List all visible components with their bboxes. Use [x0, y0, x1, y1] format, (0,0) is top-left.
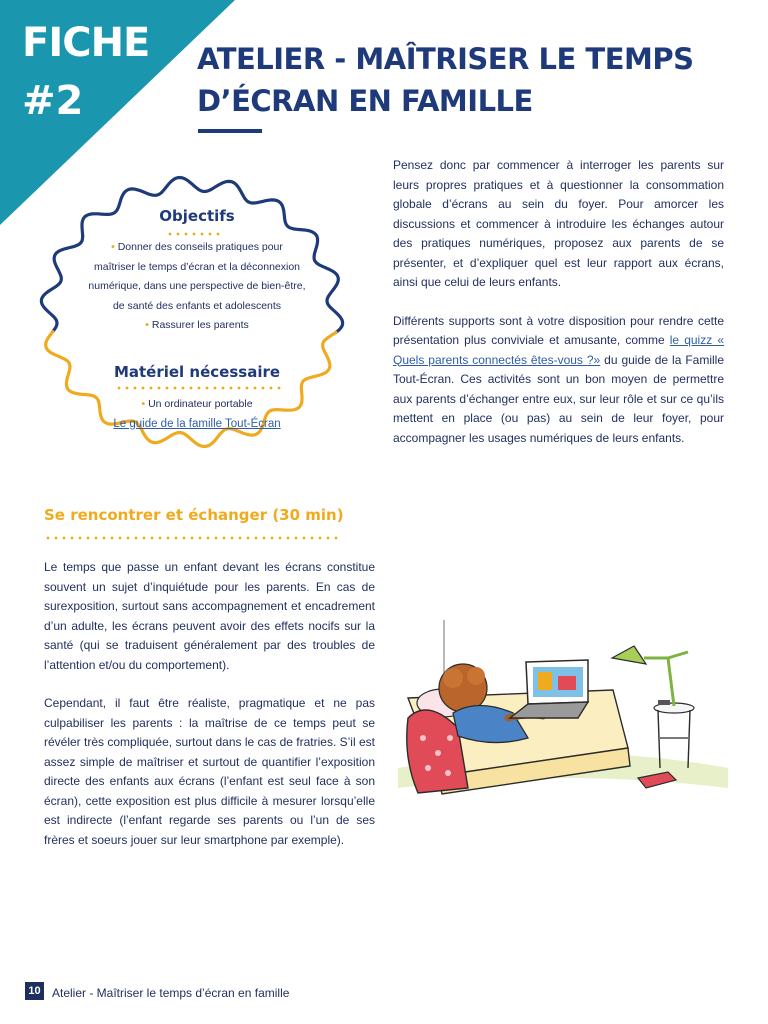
quiz-link[interactable]: le quizz « Quels parents connectés êtes-vous ?» [393, 333, 724, 367]
objectives-list [47, 238, 347, 336]
objective-item: • Donner des conseils pratiques pour [111, 241, 283, 253]
title-underline [198, 129, 262, 133]
page-number: 10 [25, 982, 44, 1000]
page-title: ATELIER - MAÎTRISER LE TEMPS D’ÉCRAN EN FAMILLE [197, 42, 694, 118]
material-item: • Un ordinateur portable [141, 398, 253, 410]
objective-item: numérique, dans une perspective de bien-être, [88, 280, 306, 292]
footer-title: Atelier - Maîtriser le temps d’écran en famille [52, 986, 290, 1000]
section-paragraph-1: Le temps que passe un enfant devant les écrans constitue souvent un sujet d’inquiétude pour les parents. En cas de surexposition, surtout sans accompagnement et encadrement d’un adulte, les écrans peuvent avoir des effets nocifs sur la santé (qui se traduisent généralement par des troubles de l’attention et/ou du comportement). [44, 560, 375, 672]
intro-paragraph-1: Pensez donc par commencer à interroger les parents sur leurs propres pratiques et à questionner la consommation globale d’écrans au sein du foyer. Pour amorcer les discussions et commencer à introduire les échanges autour des pratiques numériques, proposez aux parents de se présenter, et d’expliquer quel est leur rapport aux écrans, ainsi que celui de leurs enfants. [393, 158, 724, 289]
material-list [47, 395, 347, 434]
objective-item: de santé des enfants et adolescents [112, 299, 282, 312]
material-title: Matériel nécessaire [113, 363, 281, 381]
objective-item: • Rassurer les parents [145, 319, 249, 331]
intro-column [393, 156, 724, 467]
section-dots [44, 536, 340, 540]
badge-number: #2 [22, 78, 84, 124]
section-body [44, 558, 375, 869]
section-paragraph-2: Cependant, il faut être réaliste, pragmatique et ne pas culpabiliser les parents : la maîtrise de ce temps peut se révéler très compliquée, surtout dans le cas de fratries. S’il est assez simple de maîtriser et surtout de quantifier l’exposition directe des enfants aux écrans (l’enfant est seul face à son écran), cette exposition est plus difficile à mesurer lorsqu’elle est indirecte (l’enfant regarde ses parents ou l’un de ses frères et soeurs jouer sur leur smartphone par exemple). [44, 696, 375, 847]
material-guide-link[interactable]: Le guide de la famille Tout-Écran [113, 417, 281, 430]
section-heading: Se rencontrer et échanger (30 min) [44, 506, 344, 524]
objectives-title: Objectifs [159, 207, 235, 225]
intro-paragraph-2: Différents supports sont à votre disposition pour rendre cette présentation plus conviviale et amusante, comme le quizz « Quels parents connectés êtes-vous ?» du guide de la Famille Tout-Écran. Ces activités sont un bon moyen de permettre aux parents d’échanger entre eux, sur leur rôle et sur ce qu’ils mettent en place (ou pas) au sein de leur foyer, pour accompagner les usages numériques de leurs enfants. [393, 313, 724, 445]
child-laptop-illustration [398, 618, 728, 798]
material-dots [115, 386, 281, 390]
objectives-dots [166, 232, 222, 236]
objective-item: maîtriser le temps d’écran et la déconnexion [93, 260, 301, 273]
badge-word: FICHE [22, 20, 150, 66]
